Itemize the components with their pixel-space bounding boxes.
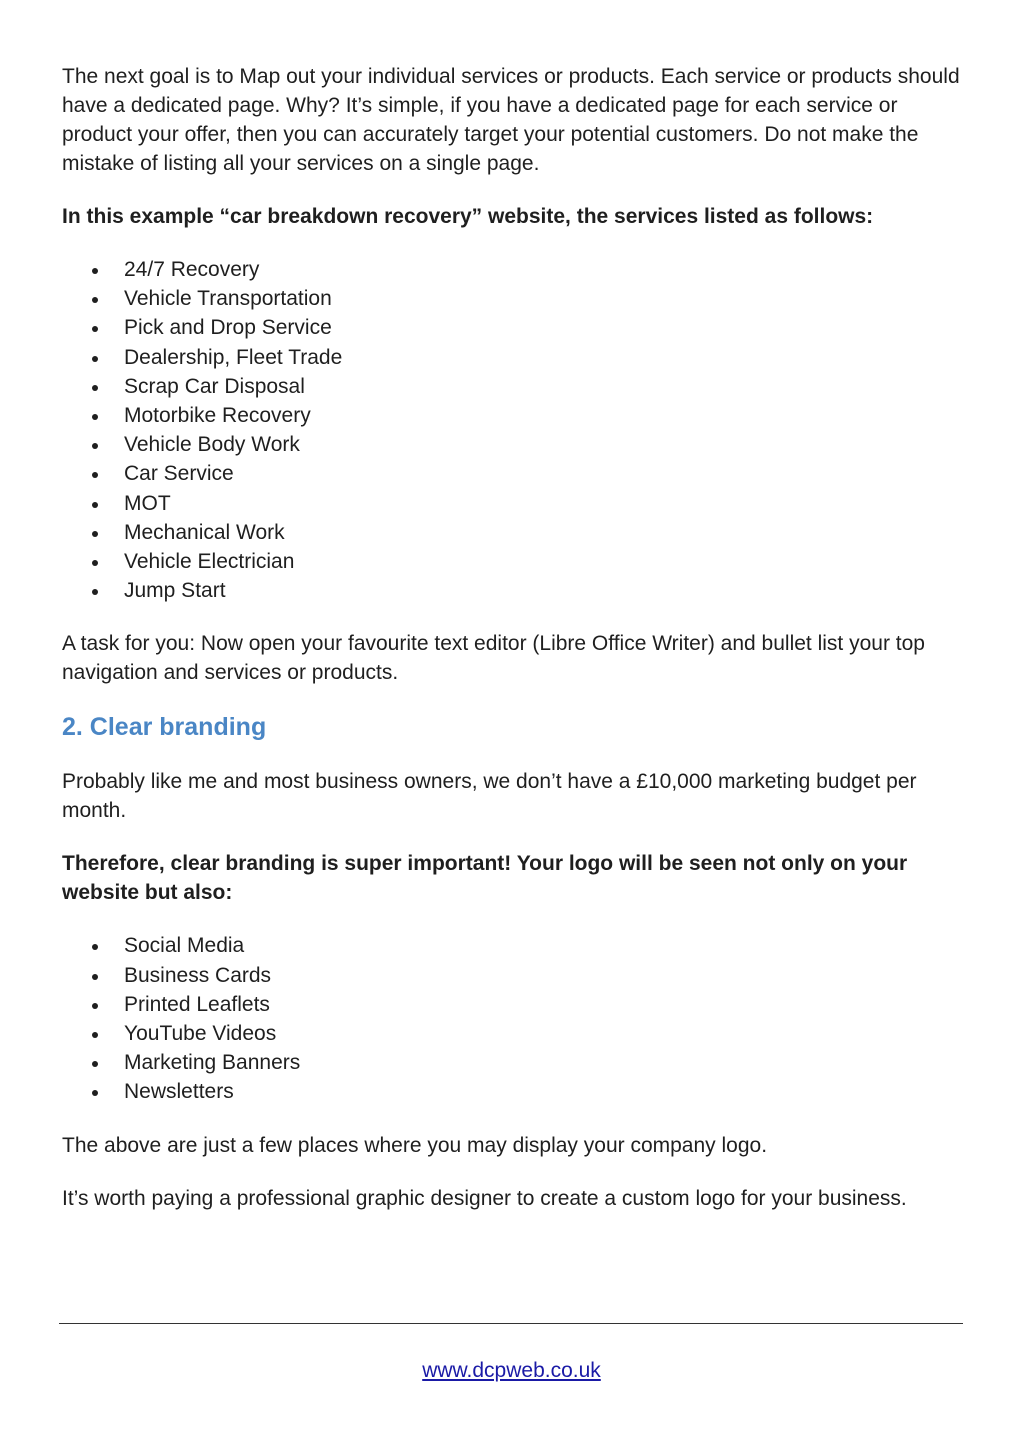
designer-paragraph: It’s worth paying a professional graphic designer to create a custom logo for your business. bbox=[62, 1186, 907, 1210]
list-item-label: Newsletters bbox=[124, 1080, 234, 1104]
budget-paragraph: Probably like me and most business owners, we don’t have a £10,000 marketing budget per month. bbox=[62, 770, 917, 823]
bullet-icon bbox=[92, 944, 98, 950]
list-item bbox=[62, 284, 962, 313]
list-item bbox=[62, 547, 962, 576]
list-item bbox=[62, 961, 962, 990]
bullet-icon bbox=[92, 1003, 98, 1009]
bullet-icon bbox=[92, 1090, 98, 1096]
section-heading: 2. Clear branding bbox=[62, 713, 267, 742]
list-item-label: Vehicle Electrician bbox=[124, 550, 295, 574]
list-item-label: 24/7 Recovery bbox=[124, 258, 260, 281]
list-item bbox=[62, 1048, 962, 1077]
list-item-label: Jump Start bbox=[124, 579, 226, 603]
footer-divider bbox=[59, 1323, 963, 1324]
bullet-icon bbox=[92, 443, 98, 449]
list-item bbox=[62, 343, 962, 372]
list-item bbox=[62, 518, 962, 547]
bullet-icon bbox=[92, 268, 98, 274]
list-item-label: Mechanical Work bbox=[124, 520, 285, 544]
list-item-label: Scrap Car Disposal bbox=[124, 374, 305, 398]
list-item-label: Marketing Banners bbox=[124, 1051, 301, 1075]
list-item-label: Motorbike Recovery bbox=[124, 404, 311, 428]
list-item-label: MOT bbox=[124, 491, 171, 515]
places-paragraph: The above are just a few places where you may display your company logo. bbox=[62, 1133, 768, 1157]
services-list bbox=[62, 255, 962, 605]
list-item bbox=[62, 430, 962, 459]
list-item bbox=[62, 372, 962, 401]
list-item bbox=[62, 1077, 962, 1106]
list-item bbox=[62, 931, 962, 960]
list-item-label: YouTube Videos bbox=[124, 1022, 277, 1046]
bullet-icon bbox=[92, 531, 98, 537]
list-item-label: Social Media bbox=[124, 934, 245, 958]
list-item-label: Pick and Drop Service bbox=[124, 316, 332, 340]
bullet-icon bbox=[92, 326, 98, 332]
bullet-icon bbox=[92, 1032, 98, 1038]
list-item bbox=[62, 255, 962, 284]
list-item bbox=[62, 313, 962, 342]
bullet-icon bbox=[92, 1061, 98, 1067]
footer bbox=[0, 1356, 1023, 1385]
list-item-label: Business Cards bbox=[124, 963, 272, 987]
list-item-label: Vehicle Transportation bbox=[124, 287, 332, 311]
bullet-icon bbox=[92, 356, 98, 362]
task-paragraph: A task for you: Now open your favourite text editor (Libre Office Writer) and bullet list your top navigation and services or products. bbox=[62, 632, 925, 685]
bullet-icon bbox=[92, 297, 98, 303]
list-item-label: Car Service bbox=[124, 462, 234, 486]
list-item bbox=[62, 459, 962, 488]
branding-paragraph: Therefore, clear branding is super important! Your logo will be seen not only on your website but also: bbox=[62, 852, 908, 905]
list-item bbox=[62, 401, 962, 430]
website-link[interactable]: www.dcpweb.co.uk bbox=[422, 1359, 601, 1382]
bullet-icon bbox=[92, 472, 98, 478]
services-heading: In this example “car breakdown recovery” website, the services listed as follows: bbox=[62, 205, 874, 228]
list-item-label: Dealership, Fleet Trade bbox=[124, 345, 343, 369]
list-item bbox=[62, 576, 962, 605]
intro-paragraph: The next goal is to Map out your individual services or products. Each service or products should have a dedicated page. Why? It’s simple, if you have a dedicated page for each service or product your offer, then you can accurately target your potential customers. Do not make the mistake of listing all your services on a single page. bbox=[62, 65, 960, 175]
list-item bbox=[62, 1019, 962, 1048]
bullet-icon bbox=[92, 589, 98, 595]
list-item bbox=[62, 990, 962, 1019]
bullet-icon bbox=[92, 974, 98, 980]
list-item-label: Vehicle Body Work bbox=[124, 433, 300, 457]
bullet-icon bbox=[92, 385, 98, 391]
bullet-icon bbox=[92, 414, 98, 420]
logo-places-list bbox=[62, 931, 962, 1106]
bullet-icon bbox=[92, 502, 98, 508]
document-page bbox=[62, 62, 962, 1213]
list-item-label: Printed Leaflets bbox=[124, 992, 270, 1016]
list-item bbox=[62, 489, 962, 518]
bullet-icon bbox=[92, 560, 98, 566]
